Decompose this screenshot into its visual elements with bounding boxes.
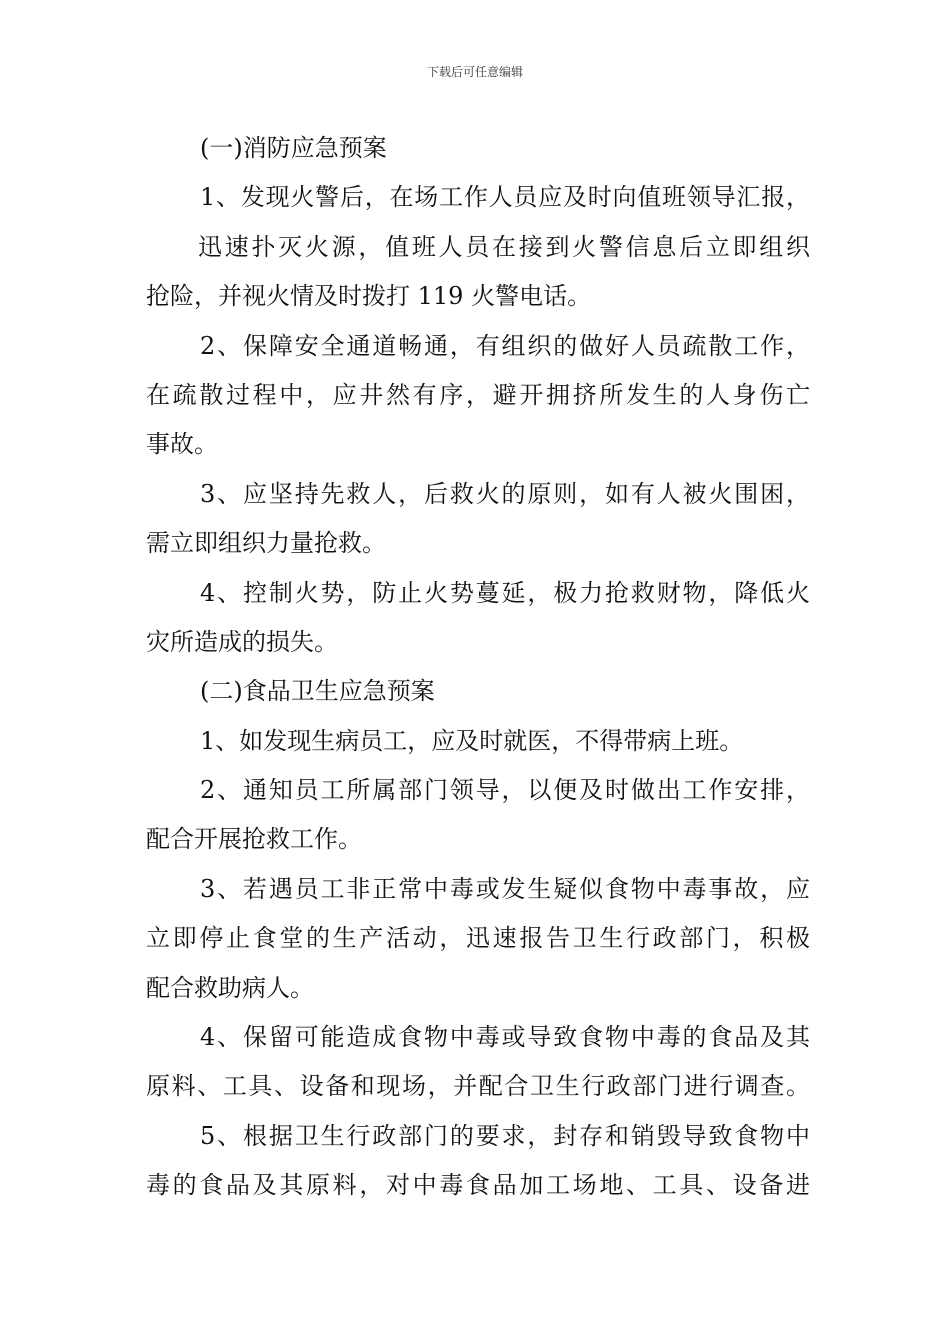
paragraph-line: 5、根据卫生行政部门的要求，封存和销毁导致食物中 xyxy=(200,1121,810,1150)
paragraph-line: 配合救助病人。 xyxy=(146,973,314,1002)
paragraph-line: 需立即组织力量抢救。 xyxy=(146,529,386,558)
paragraph-line: 2、通知员工所属部门领导，以便及时做出工作安排， xyxy=(200,776,810,805)
paragraph-line: 抢险，并视火情及时拨打 119 火警电话。 xyxy=(146,282,592,311)
paragraph-line: 4、控制火势，防止火势蔓延，极力抢救财物，降低火 xyxy=(200,578,810,607)
paragraph-line: 灾所造成的损失。 xyxy=(146,627,338,656)
paragraph-line: 3、应坚持先救人，后救火的原则，如有人被火围困， xyxy=(200,479,810,508)
paragraph-line: 4、保留可能造成食物中毒或导致食物中毒的食品及其 xyxy=(200,1023,810,1052)
section-heading-fire: (一)消防应急预案 xyxy=(200,134,387,162)
paragraph-line: 配合开展抢救工作。 xyxy=(146,825,362,854)
paragraph-line: 原料、工具、设备和现场，并配合卫生行政部门进行调查。 xyxy=(146,1072,810,1101)
section-heading-food: (二)食品卫生应急预案 xyxy=(200,677,435,706)
paragraph-line: 迅速扑灭火源，值班人员在接到火警信息后立即组织 xyxy=(198,232,810,261)
page-header: 下载后可任意编辑 xyxy=(426,65,523,79)
paragraph-line: 在疏散过程中，应井然有序，避开拥挤所发生的人身伤亡 xyxy=(146,380,810,409)
paragraph-line: 事故。 xyxy=(146,430,218,459)
paragraph-line: 3、若遇员工非正常中毒或发生疑似食物中毒事故，应 xyxy=(200,874,810,903)
document-body xyxy=(146,124,810,1211)
paragraph-line: 毒的食品及其原料，对中毒食品加工场地、工具、设备进 xyxy=(146,1171,810,1200)
paragraph-line: 立即停止食堂的生产活动，迅速报告卫生行政部门，积极 xyxy=(146,924,810,953)
paragraph-line: 1、如发现生病员工，应及时就医，不得带病上班。 xyxy=(200,726,744,755)
paragraph-line: 2、保障安全通道畅通，有组织的做好人员疏散工作， xyxy=(200,331,810,360)
paragraph-line: 1、发现火警后，在场工作人员应及时向值班领导汇报， xyxy=(200,183,810,212)
